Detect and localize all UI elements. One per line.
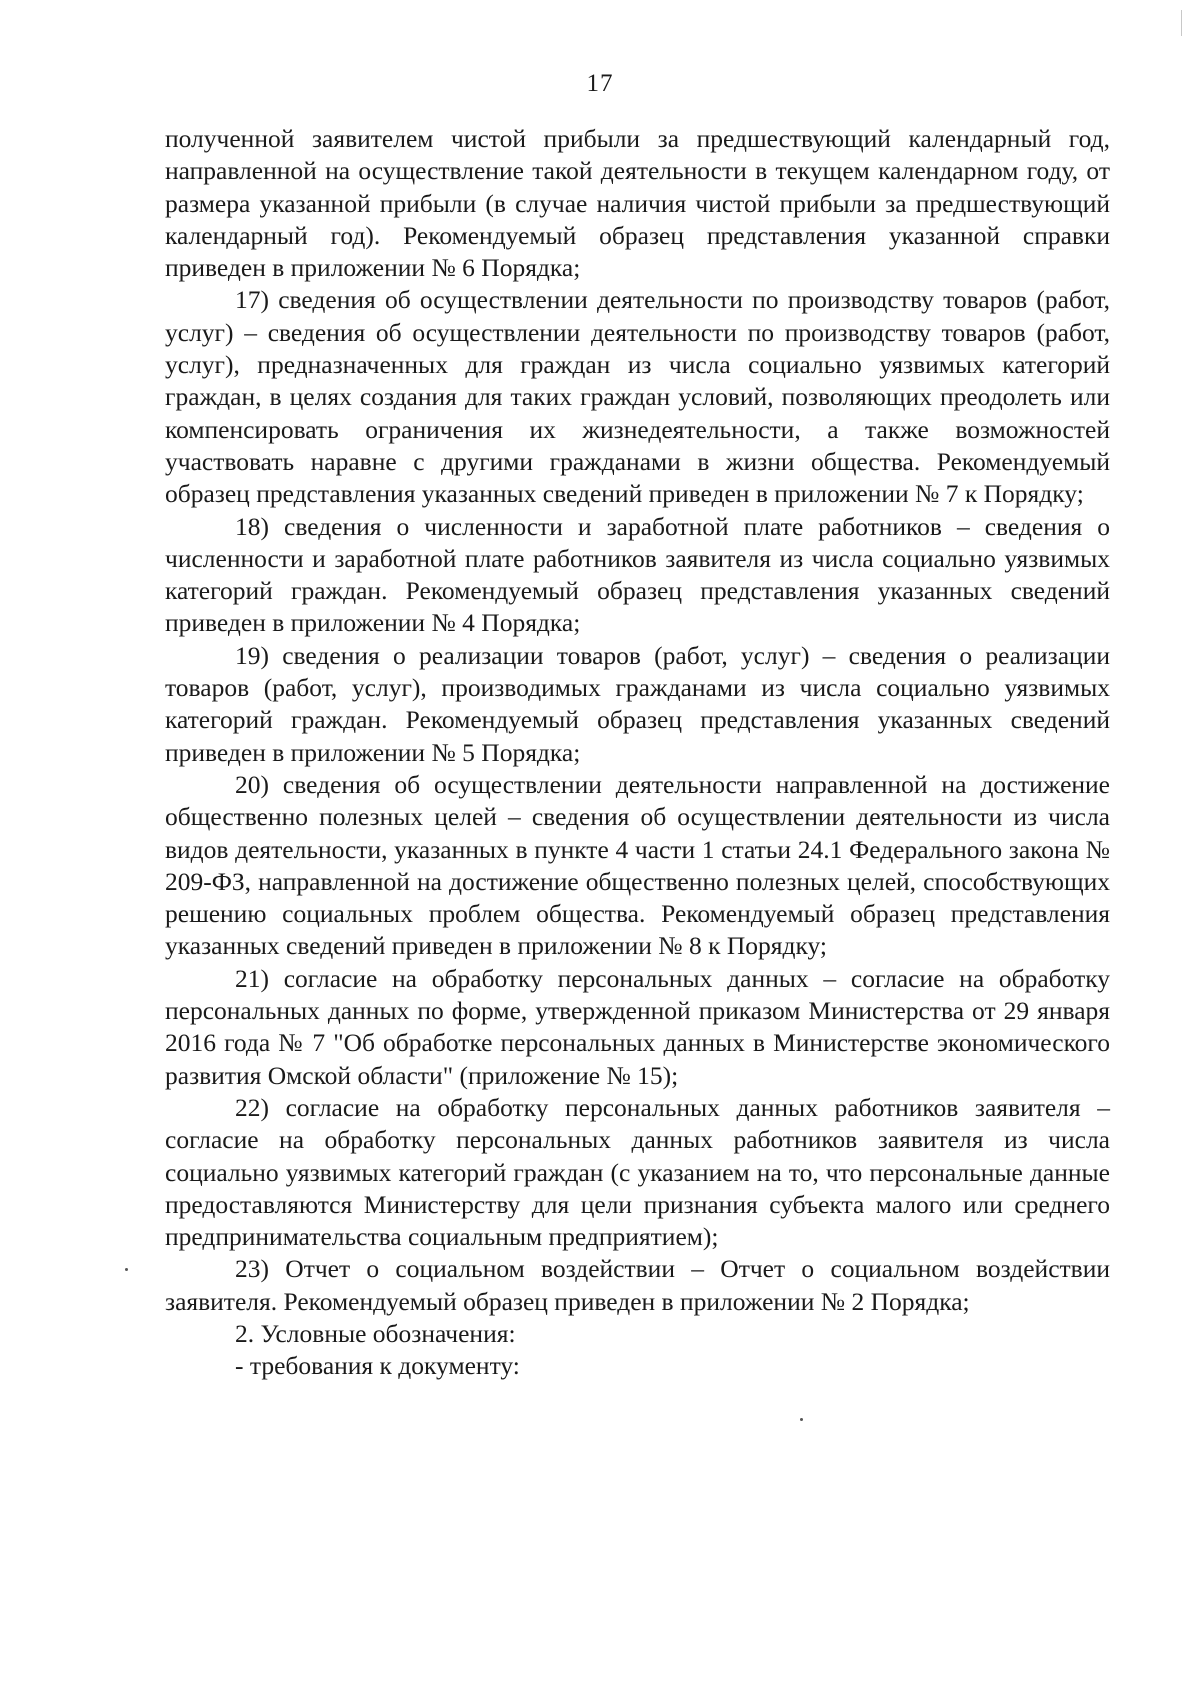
scan-speck <box>125 1268 128 1271</box>
paragraph-22: 22) согласие на обработку персональных данных работников заявителя – согласие на обработку персональных данных работников заявителя из числа социально уязвимых категорий граждан (с указанием на то, что персональные данные предоставляются Министерству для цели признания субъекта малого или среднего предпринимательства социальным предприятием); <box>165 1092 1110 1252</box>
document-body <box>165 123 1110 1383</box>
paragraph-17: 17) сведения об осуществлении деятельности по производству товаров (работ, услуг) – сведения об осуществлении деятельности по производству товаров (работ, услуг), предназначенных для граждан из числа социально уязвимых категорий граждан, в целях создания для таких граждан условий, позволяющих преодолеть или компенсировать ограничения их жизнедеятельности, а также возможностей участвовать наравне с другими гражданами в жизни общества. Рекомендуемый образец представления указанных сведений приведен в приложении № 7 к Порядку; <box>165 285 1110 509</box>
paragraph-18: 18) сведения о численности и заработной плате работников – сведения о численности и заработной плате работников заявителя из числа социально уязвимых категорий граждан. Рекомендуемый образец представления указанных сведений приведен в приложении № 4 Порядка; <box>165 511 1110 638</box>
paragraph-19: 19) сведения о реализации товаров (работ, услуг) – сведения о реализации товаров (работ, услуг), производимых гражданами из числа социально уязвимых категорий граждан. Рекомендуемый образец представления указанных сведений приведен в приложении № 5 Порядка; <box>165 640 1110 767</box>
paragraph-21: 21) согласие на обработку персональных данных – согласие на обработку персональных данных по форме, утвержденной приказом Министерства от 29 января 2016 года № 7 "Об обработке персональных данных в Министерстве экономического развития Омской области" (приложение № 15); <box>165 963 1110 1090</box>
paragraph-16-continuation: полученной заявителем чистой прибыли за предшествующий календарный год, направленной на осуществление такой деятельности в текущем календарном году, от размера указанной прибыли (в случае наличия чистой прибыли за предшествующий календарный год). Рекомендуемый образец представления указанной справки приведен в приложении № 6 Порядка; <box>165 124 1110 283</box>
section-2-heading: 2. Условные обозначения: <box>235 1318 516 1348</box>
paragraph-20: 20) сведения об осуществлении деятельности направленной на достижение общественно полезных целей – сведения об осуществлении деятельности из числа видов деятельности, указанных в пункте 4 части 1 статьи 24.1 Федерального закона № 209-ФЗ, направленной на достижение общественно полезных целей, способствующих решению социальных проблем общества. Рекомендуемый образец представления указанных сведений приведен в приложении № 8 к Порядку; <box>165 769 1110 961</box>
section-2-requirements: - требования к документу: <box>235 1351 520 1381</box>
scan-edge-mark <box>1181 10 1182 36</box>
paragraph-23: 23) Отчет о социальном воздействии – Отчет о социальном воздействии заявителя. Рекомендуемый образец приведен в приложении № 2 Порядка; <box>165 1254 1110 1316</box>
scan-speck <box>800 1418 803 1421</box>
page-number: 17 <box>586 70 614 97</box>
